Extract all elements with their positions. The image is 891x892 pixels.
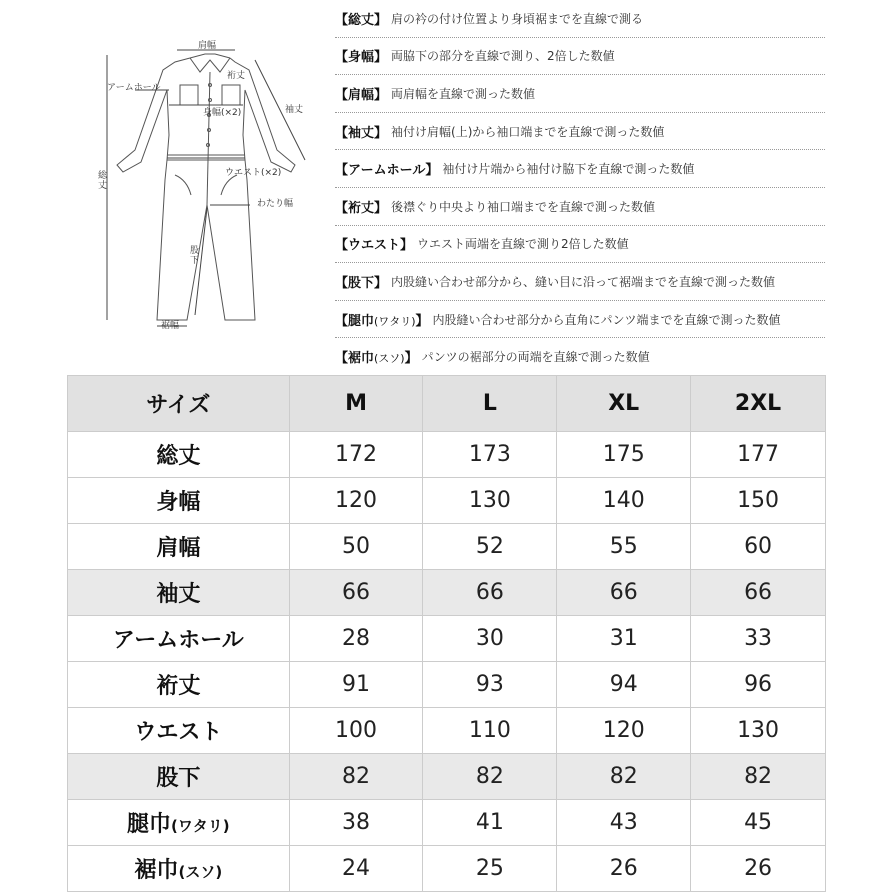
legend-item: 【裄丈】 後襟ぐり中央より袖口端までを直線で測った数値 [335, 188, 825, 226]
table-row: 総丈 172 173 175 177 [68, 432, 826, 478]
table-row: ウエスト 100 110 120 130 [68, 708, 826, 754]
label-sleeve: 袖丈 [285, 105, 304, 115]
coverall-diagram [95, 30, 320, 335]
header-size-l: L [423, 376, 557, 432]
label-yuki: 裄丈 [227, 71, 246, 81]
legend-item: 【アームホール】 袖付け片端から袖付け脇下を直線で測った数値 [335, 150, 825, 188]
table-row: 身幅 120 130 140 150 [68, 478, 826, 524]
header-size-label: サイズ [68, 376, 290, 432]
label-length: 総丈 [96, 170, 106, 190]
header-size-2xl: 2XL [691, 376, 826, 432]
legend-item: 【身幅】 両脇下の部分を直線で測り、2倍した数値 [335, 38, 825, 76]
table-row: 裾巾(スソ) 24 25 26 26 [68, 846, 826, 892]
label-hem: 裾幅 [161, 321, 180, 331]
table-row: 腿巾(ワタリ) 38 41 43 45 [68, 800, 826, 846]
table-row: 肩幅 50 52 55 60 [68, 524, 826, 570]
legend-item: 【肩幅】 両肩幅を直線で測った数値 [335, 75, 825, 113]
table-row: 裄丈 91 93 94 96 [68, 662, 826, 708]
table-row: アームホール 28 30 31 33 [68, 616, 826, 662]
label-inseam: 股下 [188, 245, 198, 265]
header-size-xl: XL [557, 376, 691, 432]
legend-item: 【股下】 内股縫い合わせ部分から、縫い目に沿って裾端までを直線で測った数値 [335, 263, 825, 301]
label-waist: ウエスト(×2) [225, 168, 282, 178]
label-thigh: わたり幅 [257, 199, 294, 209]
table-row: 股下 82 82 82 82 [68, 754, 826, 800]
header-size-m: M [289, 376, 423, 432]
legend-item: 【裾巾(スソ)】 パンツの裾部分の両端を直線で測った数値 [335, 350, 650, 367]
legend-item: 【総丈】 肩の衿の付け位置より身頃裾までを直線で測る [335, 0, 825, 38]
label-armhole: アームホール [107, 83, 161, 93]
coverall-outline-graphic [95, 30, 320, 335]
legend-item: 【腿巾(ワタリ)】 内股縫い合わせ部分から直角にパンツ端までを直線で測った数値 [335, 301, 825, 339]
table-row: 袖丈 66 66 66 66 [68, 570, 826, 616]
legend-item: 【袖丈】 袖付け肩幅(上)から袖口端までを直線で測った数値 [335, 113, 825, 151]
measurement-legend [335, 0, 825, 375]
label-shoulder: 肩幅 [198, 41, 217, 51]
table-header-row [68, 376, 826, 432]
label-body-width: 身幅(×2) [203, 108, 242, 118]
legend-item: 【ウエスト】 ウエスト両端を直線で測り2倍した数値 [335, 226, 825, 264]
size-table [67, 375, 826, 892]
